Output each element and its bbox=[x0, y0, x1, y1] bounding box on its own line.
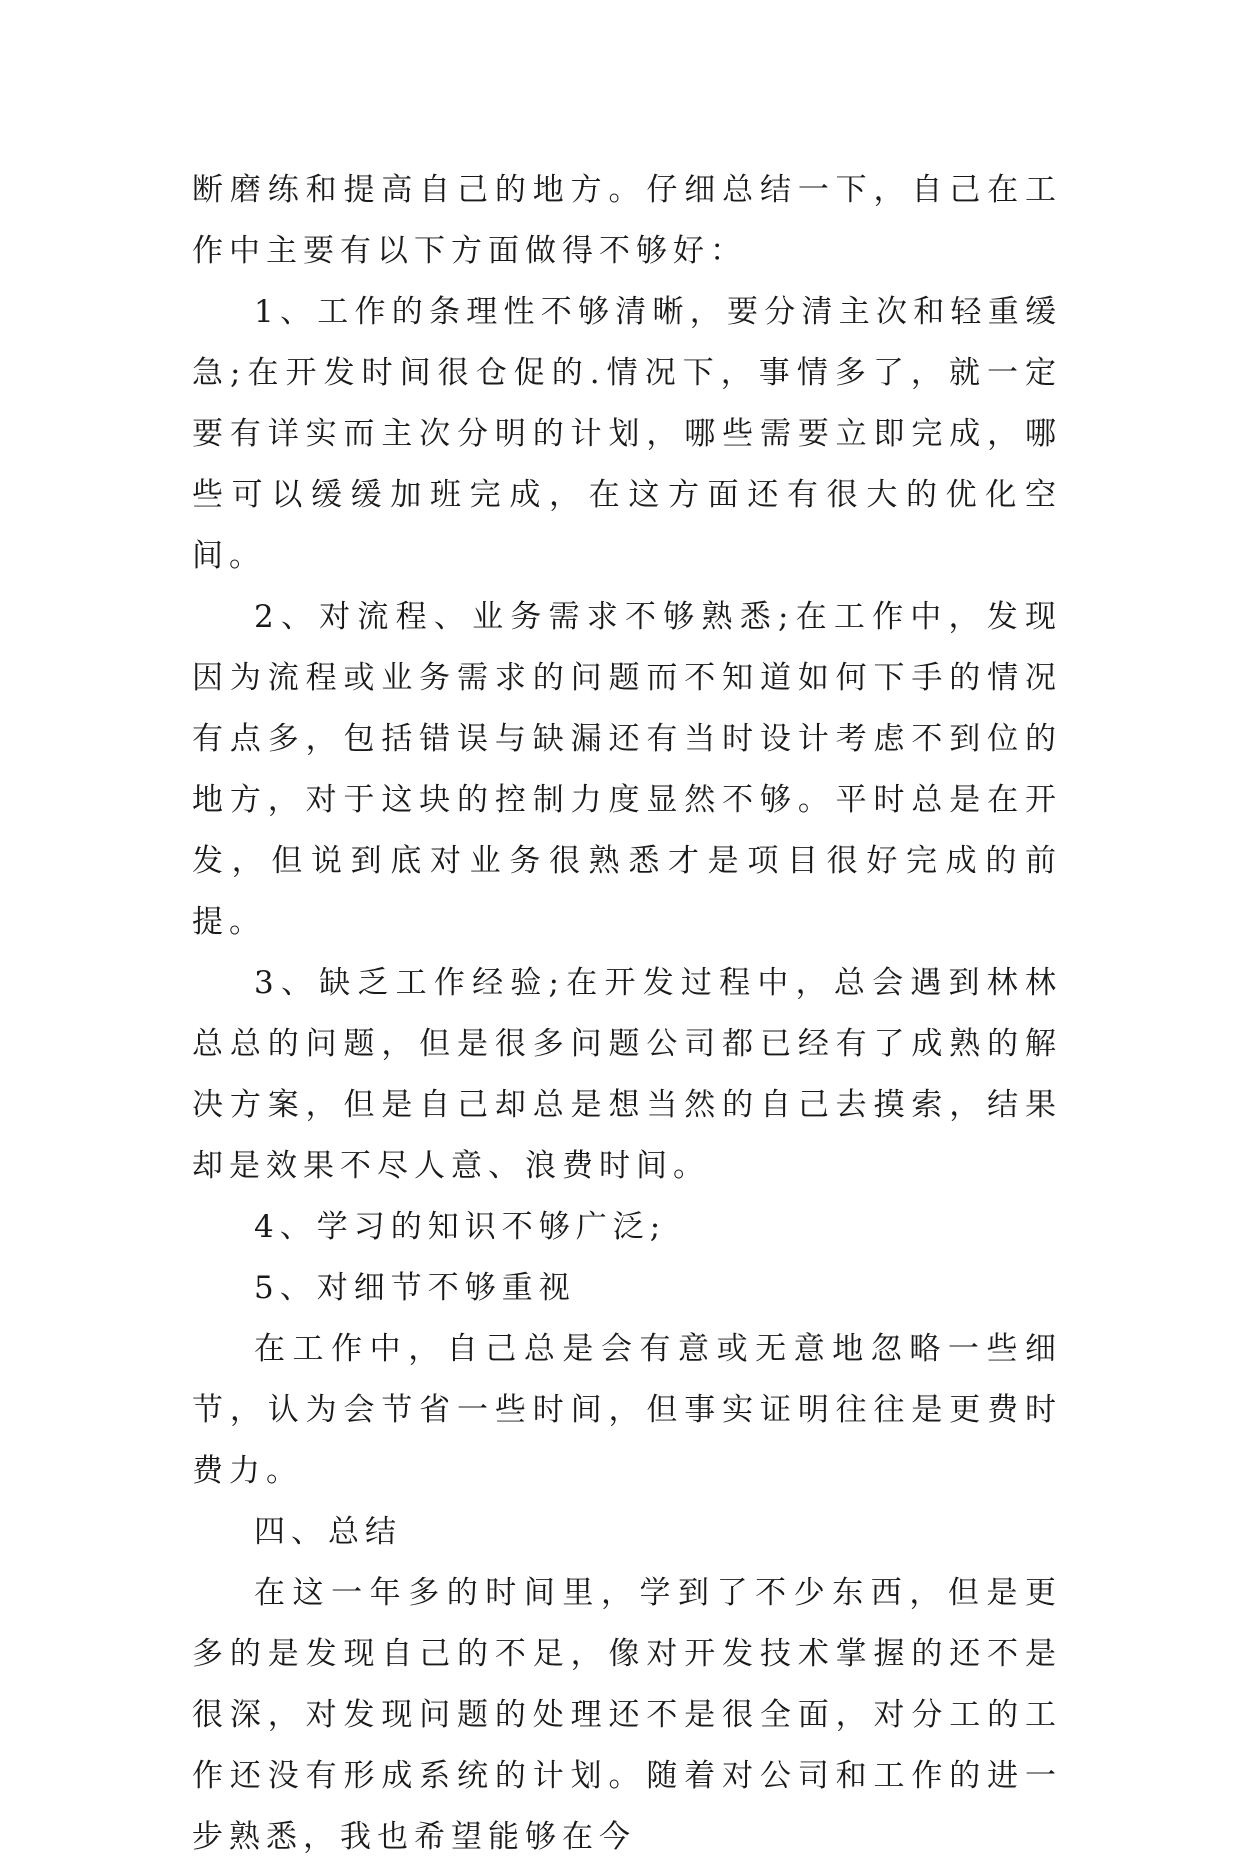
paragraph-1: 断磨练和提高自己的地方。仔细总结一下，自己在工作中主要有以下方面做得不够好： bbox=[192, 172, 1062, 269]
paragraph-9: 在这一年多的时间里，学到了不少东西，但是更多的是发现自己的不足，像对开发技术掌握的还不是很深，对发现问题的处理还不是很全面，对分工的工作还没有形成系统的计划。随着对公司和工作的进一步熟悉，我也希望能够在今 bbox=[192, 1575, 1062, 1855]
paragraph-4: 3、缺乏工作经验;在开发过程中，总会遇到林林总总的问题，但是很多问题公司都已经有了成熟的解决方案，但是自己却总是想当然的自己去摸索，结果却是效果不尽人意、浪费时间。 bbox=[192, 965, 1062, 1184]
paragraph-2: 1、工作的条理性不够清晰，要分清主次和轻重缓急;在开发时间很仓促的.情况下，事情多了，就一定要有详实而主次分明的计划，哪些需要立即完成，哪些可以缓缓加班完成，在这方面还有很大的优化空间。 bbox=[192, 294, 1062, 574]
body-text bbox=[192, 160, 1062, 1868]
section-heading-summary: 四、总结 bbox=[254, 1514, 402, 1550]
paragraph-5: 4、学习的知识不够广泛; bbox=[254, 1209, 667, 1245]
paragraph-7: 在工作中，自己总是会有意或无意地忽略一些细节，认为会节省一些时间，但事实证明往往是更费时费力。 bbox=[192, 1331, 1062, 1489]
paragraph-6: 5、对细节不够重视 bbox=[254, 1270, 576, 1306]
paragraph-3: 2、对流程、业务需求不够熟悉;在工作中，发现因为流程或业务需求的问题而不知道如何下手的情况有点多，包括错误与缺漏还有当时设计考虑不到位的地方，对于这块的控制力度显然不够。平时总是在开发，但说到底对业务很熟悉才是项目很好完成的前提。 bbox=[192, 599, 1062, 940]
